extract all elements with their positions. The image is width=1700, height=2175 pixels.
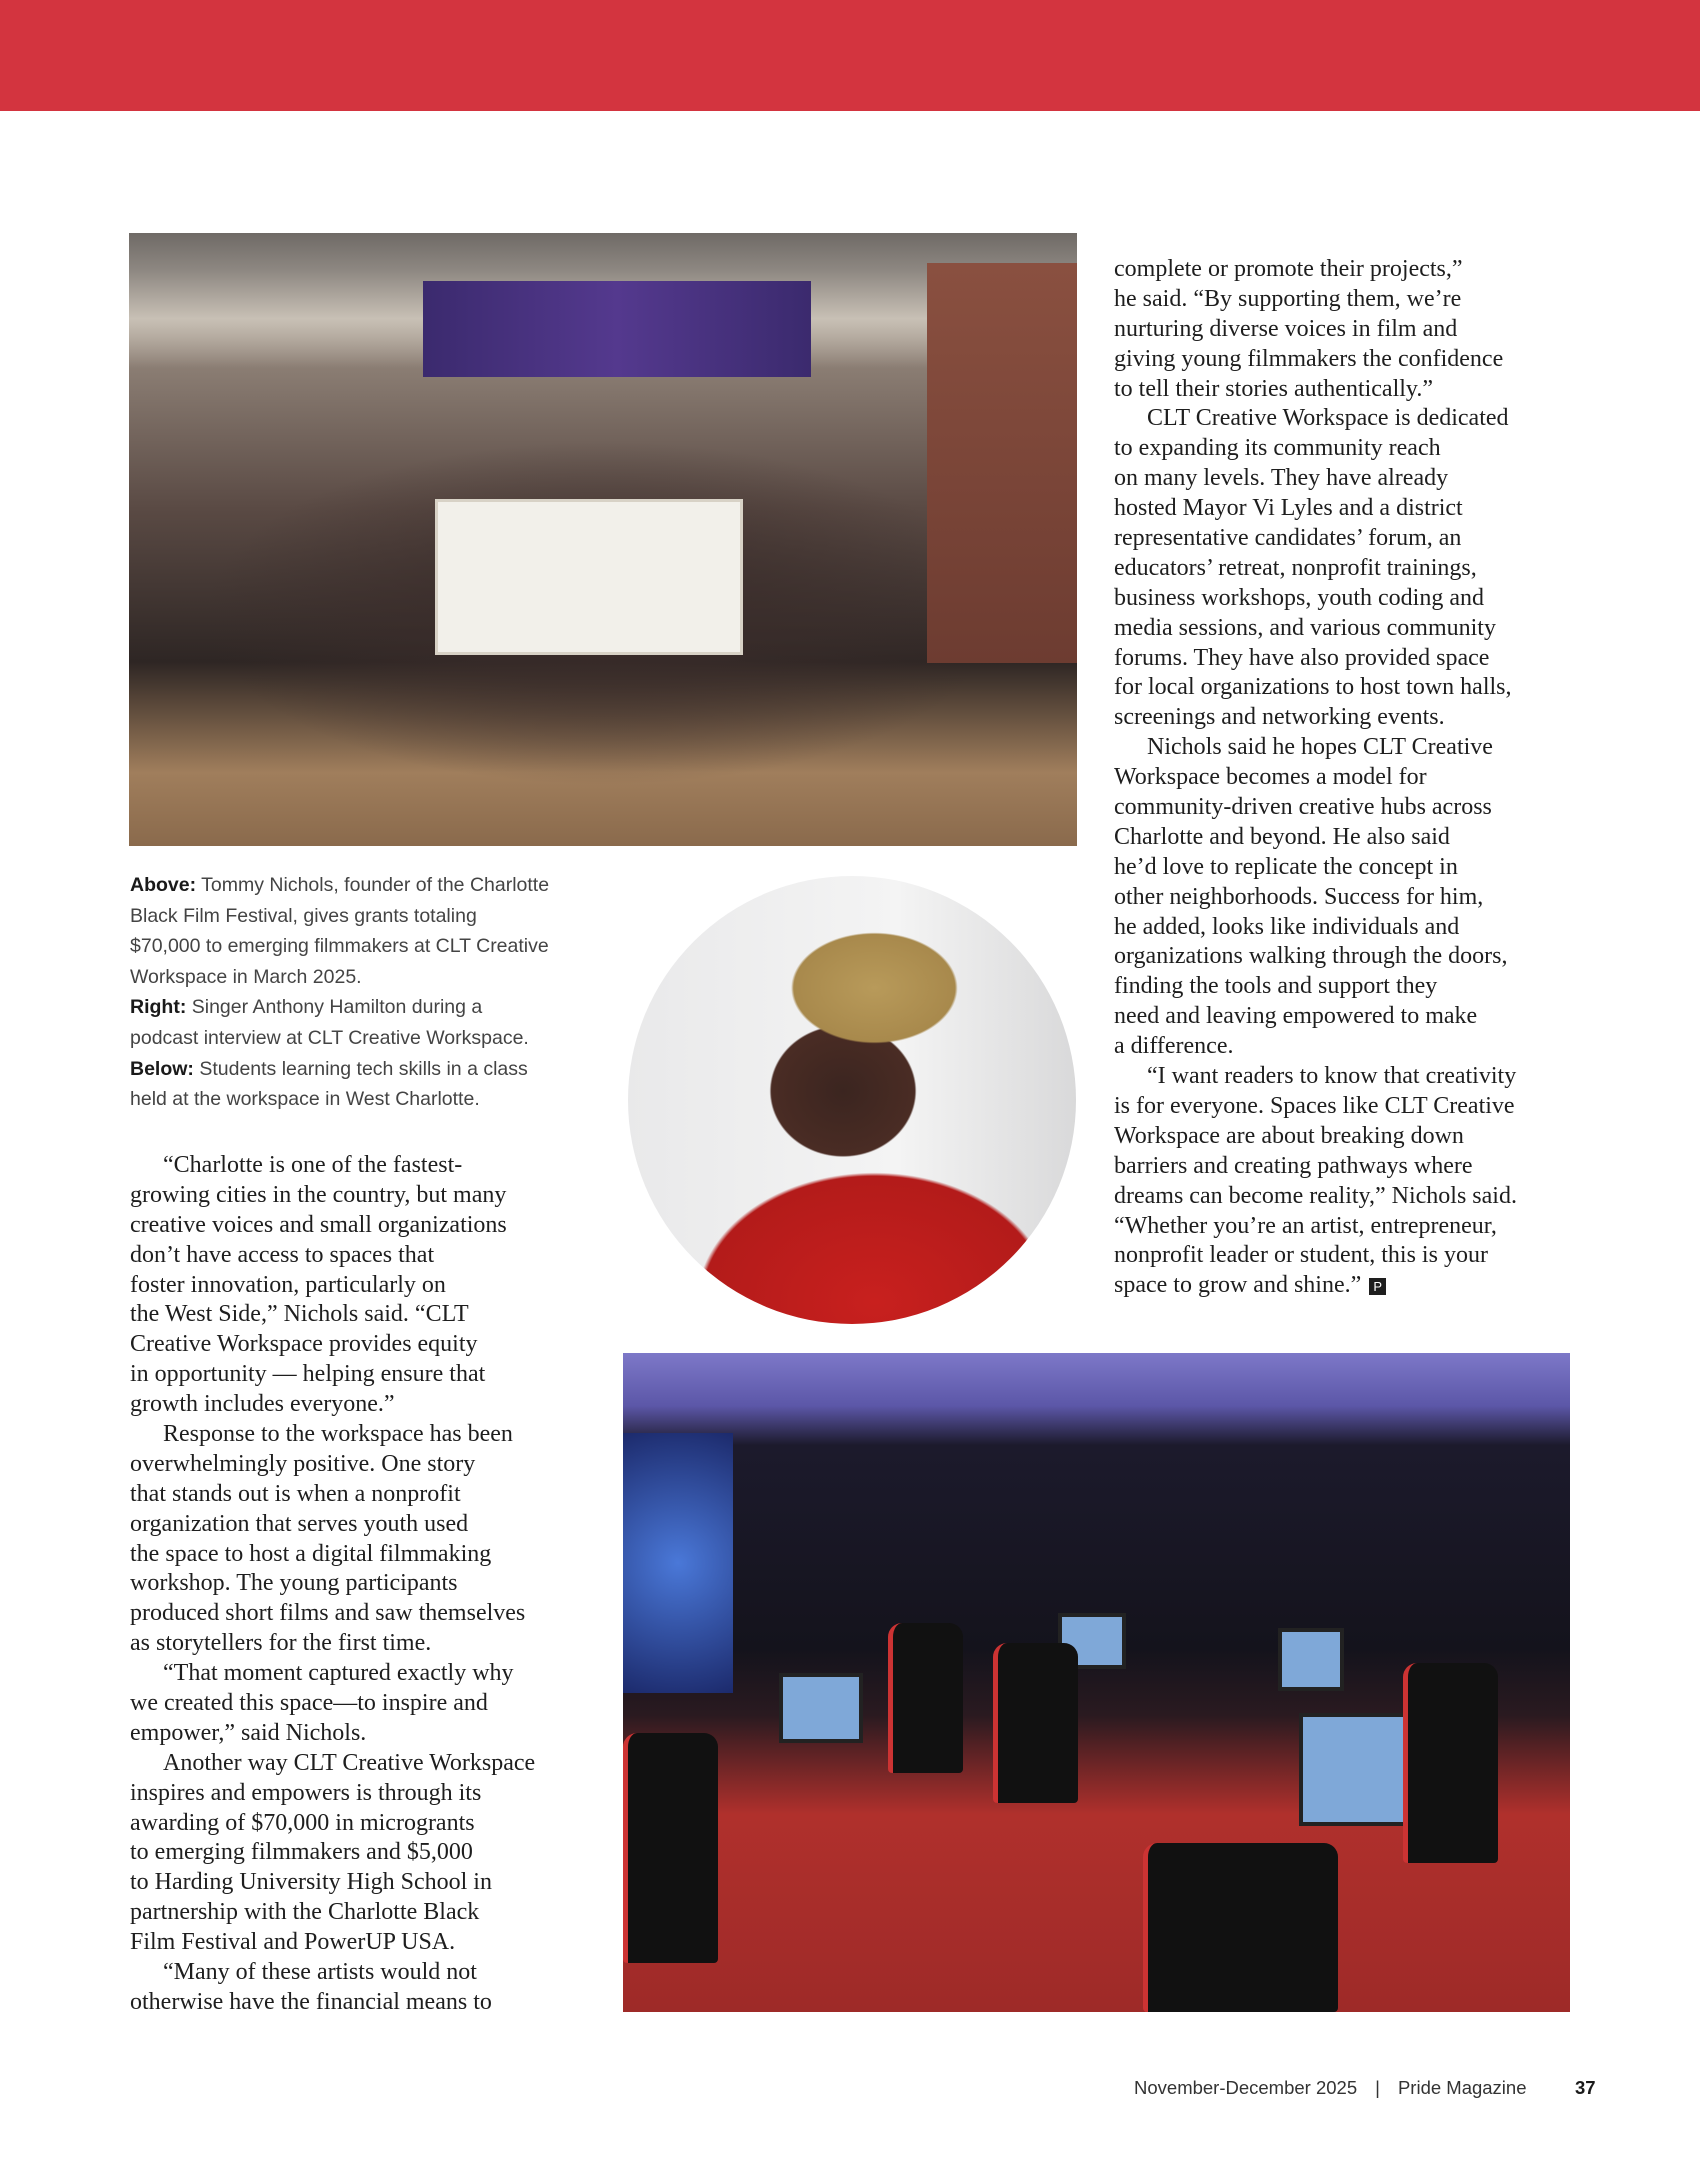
line-text: Response to the workspace has been [163, 1421, 513, 1448]
line-text: is for everyone. Spaces like CLT Creative [1114, 1092, 1515, 1119]
caption-text: Students learning tech skills in a class [193, 1057, 528, 1080]
text-line [130, 1599, 535, 1629]
text-line [1114, 1152, 1517, 1182]
line-text: growing cities in the country, but many [130, 1181, 507, 1208]
text-line [130, 1689, 535, 1719]
line-text: organizations walking through the doors, [1114, 943, 1508, 970]
text-line [1114, 703, 1517, 733]
line-text: he said. “By supporting them, we’re [1114, 285, 1462, 312]
line-text: inspires and empowers is through its [130, 1779, 482, 1806]
line-text: educators’ retreat, nonprofit trainings, [1114, 554, 1477, 581]
line-text: on many levels. They have already [1114, 465, 1449, 492]
line-text: need and leaving empowered to make [1114, 1003, 1478, 1030]
line-text: foster innovation, particularly on [130, 1271, 446, 1298]
text-line [130, 1211, 535, 1241]
gaming-chair [1143, 1843, 1338, 2012]
text-line [130, 1958, 535, 1988]
article-right-column [1114, 255, 1517, 1301]
line-text: nurturing diverse voices in film and [1114, 315, 1458, 342]
caption-line [130, 1023, 549, 1054]
page-footer [1134, 2077, 1596, 2099]
text-line [1114, 1032, 1517, 1062]
caption-line [130, 962, 549, 993]
line-text: the space to host a digital filmmaking [130, 1540, 492, 1567]
gaming-chair [888, 1623, 963, 1773]
line-text: don’t have access to spaces that [130, 1241, 435, 1268]
line-text: to tell their stories authentically.” [1114, 375, 1434, 402]
text-line [1114, 434, 1517, 464]
text-line [1114, 793, 1517, 823]
text-line [130, 1838, 535, 1868]
text-line [130, 1420, 535, 1450]
text-line [130, 1569, 535, 1599]
text-line [130, 1809, 535, 1839]
text-line [1114, 584, 1517, 614]
text-line [1114, 763, 1517, 793]
issue-date: November-December 2025 [1134, 2077, 1358, 2098]
text-line [130, 1629, 535, 1659]
caption-line [130, 870, 549, 901]
text-line [1114, 644, 1517, 674]
text-line [130, 1151, 535, 1181]
line-text: for local organizations to host town halls, [1114, 674, 1512, 701]
text-line [1114, 1122, 1517, 1152]
line-text: forums. They have also provided space [1114, 644, 1490, 671]
caption-line [130, 901, 549, 932]
line-text: Nichols said he hopes CLT Creative [1147, 734, 1493, 761]
line-text: finding the tools and support they [1114, 973, 1438, 1000]
text-line [130, 1928, 535, 1958]
line-text: “Many of these artists would not [163, 1959, 477, 1986]
line-text: CLT Creative Workspace is dedicated [1147, 405, 1509, 432]
text-line [1114, 942, 1517, 972]
text-line [130, 1719, 535, 1749]
text-line [1114, 1212, 1517, 1242]
line-text: empower,” said Nichols. [130, 1719, 367, 1746]
line-text: he added, looks like individuals and [1114, 913, 1460, 940]
text-line [130, 1868, 535, 1898]
text-line [1114, 733, 1517, 763]
caption-text: Black Film Festival, gives grants totaling [130, 904, 477, 927]
line-text: workshop. The young participants [130, 1570, 458, 1597]
page-number: 37 [1575, 2077, 1596, 2098]
line-text: barriers and creating pathways where [1114, 1152, 1473, 1179]
text-line [1114, 345, 1517, 375]
text-line [130, 1659, 535, 1689]
line-text: “That moment captured exactly why [163, 1660, 514, 1687]
line-text: organization that serves youth used [130, 1510, 469, 1537]
text-line [130, 1898, 535, 1928]
text-line [130, 1749, 535, 1779]
gaming-chair [1403, 1663, 1498, 1863]
line-text: Charlotte and beyond. He also said [1114, 823, 1450, 850]
text-line [130, 1390, 535, 1420]
caption-line [130, 1084, 549, 1115]
text-line [1114, 524, 1517, 554]
caption-text: held at the workspace in West Charlotte. [130, 1088, 480, 1111]
giant-check [435, 499, 743, 655]
text-line [130, 1360, 535, 1390]
text-line [1114, 404, 1517, 434]
caption-line [130, 992, 549, 1023]
text-line [1114, 1241, 1517, 1271]
caption-text: $70,000 to emerging filmmakers at CLT Creative [130, 935, 549, 958]
line-text: partnership with the Charlotte Black [130, 1899, 480, 1926]
text-line [1114, 972, 1517, 1002]
monitor [1278, 1628, 1344, 1691]
line-text: to emerging filmmakers and $5,000 [130, 1839, 473, 1866]
text-line [1114, 853, 1517, 883]
caption-text: Tommy Nichols, founder of the Charlotte [196, 874, 550, 896]
line-text: we created this space—to inspire and [130, 1690, 488, 1717]
line-text: a difference. [1114, 1033, 1234, 1060]
text-line [1114, 823, 1517, 853]
line-text: that stands out is when a nonprofit [130, 1480, 461, 1507]
text-line [130, 1330, 535, 1360]
text-line [130, 1241, 535, 1271]
group-grant-check-photo [129, 233, 1077, 846]
line-text: to expanding its community reach [1114, 435, 1441, 462]
line-text: as storytellers for the first time. [130, 1630, 432, 1657]
line-text: other neighborhoods. Success for him, [1114, 883, 1484, 910]
text-line [130, 1510, 535, 1540]
welcome-banner [423, 281, 811, 377]
photo-caption [130, 870, 549, 1115]
line-text: creative voices and small organizations [130, 1211, 507, 1238]
text-line [1114, 1182, 1517, 1212]
line-text: Creative Workspace provides equity [130, 1331, 478, 1358]
line-text: in opportunity — helping ensure that [130, 1361, 486, 1388]
line-text: the West Side,” Nichols said. “CLT [130, 1301, 469, 1328]
anthony-hamilton-podcast-photo [628, 876, 1076, 1324]
end-mark-icon: P [1369, 1278, 1386, 1295]
line-text: business workshops, youth coding and [1114, 584, 1484, 611]
caption-label: Above: [130, 874, 197, 896]
gaming-chair [623, 1733, 718, 1963]
line-text: representative candidates’ forum, an [1114, 525, 1462, 552]
line-text: overwhelmingly positive. One story [130, 1450, 476, 1477]
line-text: space to grow and shine.” [1114, 1272, 1362, 1299]
text-line [1114, 1002, 1517, 1032]
line-text: screenings and networking events. [1114, 704, 1445, 731]
monitor [779, 1673, 863, 1743]
line-text: “I want readers to know that creativity [1147, 1063, 1517, 1090]
text-line [1114, 913, 1517, 943]
text-line [1114, 285, 1517, 315]
text-line [1114, 1271, 1517, 1301]
line-text: Another way CLT Creative Workspace [163, 1749, 536, 1776]
text-line [1114, 315, 1517, 345]
text-line [1114, 673, 1517, 703]
caption-line [130, 1054, 549, 1085]
publication-name: Pride Magazine [1397, 2077, 1527, 2098]
text-line [130, 1540, 535, 1570]
text-line [130, 1988, 535, 2018]
line-text: hosted Mayor Vi Lyles and a district [1114, 495, 1463, 522]
line-text: dreams can become reality,” Nichols said. [1114, 1182, 1517, 1209]
line-text: community-driven creative hubs across [1114, 794, 1492, 821]
caption-label: Below: [130, 1057, 194, 1080]
text-line [1114, 614, 1517, 644]
line-text: “Charlotte is one of the fastest- [163, 1152, 463, 1178]
wall-art [623, 1433, 733, 1693]
text-line [130, 1450, 535, 1480]
caption-text: podcast interview at CLT Creative Workspace. [130, 1026, 529, 1049]
article-left-column [130, 1151, 535, 2018]
header-color-band [0, 0, 1700, 111]
text-line [1114, 375, 1517, 405]
caption-label: Right: [130, 996, 187, 1019]
line-text: nonprofit leader or student, this is your [1114, 1242, 1488, 1269]
footer-separator: | [1375, 2077, 1380, 2098]
gaming-chair [993, 1643, 1078, 1803]
brick-wall [927, 263, 1077, 663]
text-line [130, 1181, 535, 1211]
text-line [1114, 1092, 1517, 1122]
caption-text: Workspace in March 2025. [130, 965, 362, 988]
text-line [1114, 1062, 1517, 1092]
line-text: giving young filmmakers the confidence [1114, 345, 1504, 372]
text-line [1114, 464, 1517, 494]
caption-line [130, 931, 549, 962]
line-text: to Harding University High School in [130, 1869, 492, 1896]
text-line [1114, 494, 1517, 524]
text-line [130, 1480, 535, 1510]
line-text: produced short films and saw themselves [130, 1600, 526, 1627]
line-text: growth includes everyone.” [130, 1391, 395, 1418]
line-text: he’d love to replicate the concept in [1114, 853, 1458, 880]
text-line [130, 1271, 535, 1301]
text-line [1114, 883, 1517, 913]
text-line [130, 1300, 535, 1330]
line-text: complete or promote their projects,” [1114, 256, 1463, 282]
text-line [1114, 255, 1517, 285]
line-text: Workspace becomes a model for [1114, 764, 1427, 791]
text-line [130, 1779, 535, 1809]
line-text: awarding of $70,000 in microgrants [130, 1809, 475, 1836]
line-text: media sessions, and various community [1114, 614, 1496, 641]
caption-text: Singer Anthony Hamilton during a [186, 996, 483, 1019]
line-text: Workspace are about breaking down [1114, 1122, 1464, 1149]
line-text: otherwise have the financial means to [130, 1988, 492, 2015]
students-computer-lab-photo [623, 1353, 1570, 2012]
text-line [1114, 554, 1517, 584]
line-text: Film Festival and PowerUP USA. [130, 1929, 456, 1956]
line-text: “Whether you’re an artist, entrepreneur, [1114, 1212, 1497, 1239]
